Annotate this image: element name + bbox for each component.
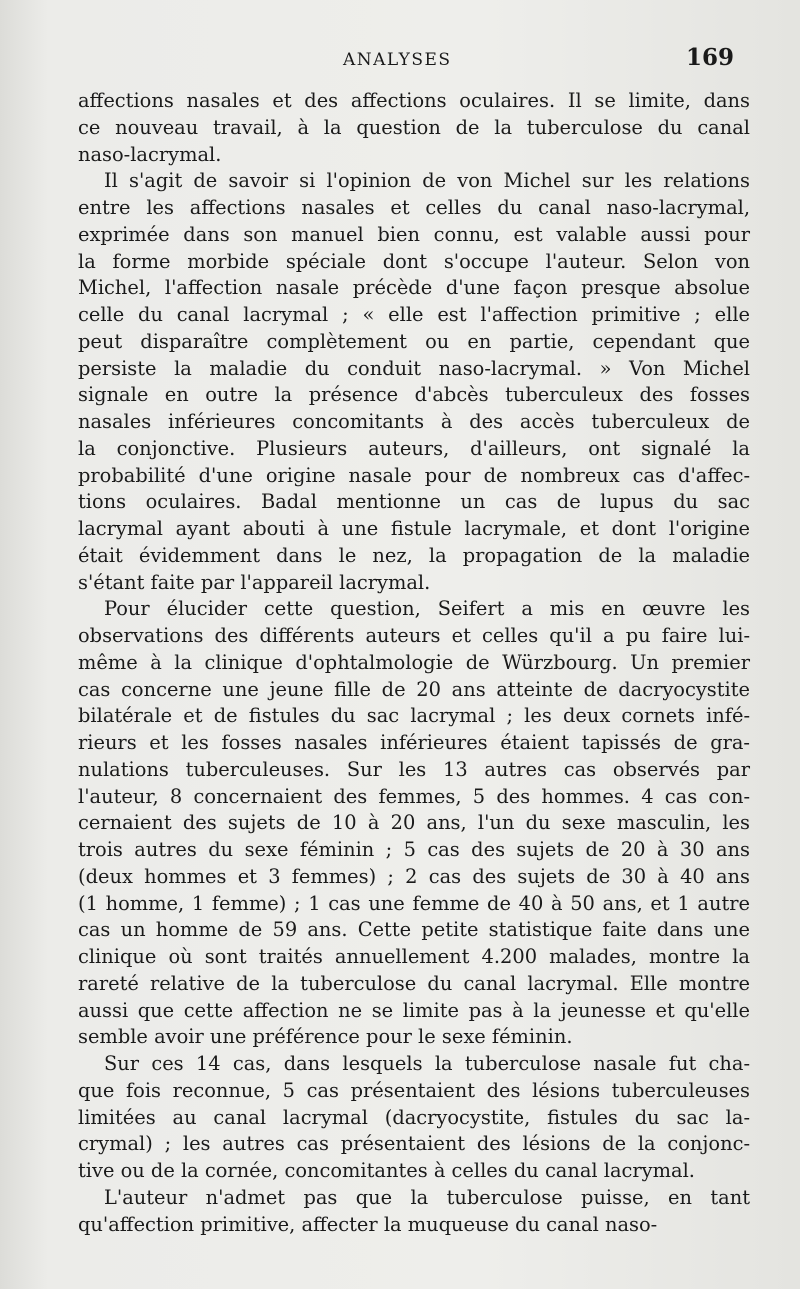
- text-line: affections nasales et des affections oculaires. Il se limite, dans: [78, 89, 750, 112]
- text-line: la forme morbide spéciale dont s'occupe l'auteur. Selon von: [78, 249, 750, 273]
- text-line: s'étant faite par l'appareil lacrymal.: [78, 570, 431, 594]
- text-line: persiste la maladie du conduit naso-lacrymal. » Von Michel: [78, 356, 750, 380]
- text-line: rareté relative de la tuberculose du canal lacrymal. Elle montre: [78, 971, 750, 995]
- text-line: clinique où sont traités annuellement 4.200 malades, montre la: [78, 945, 750, 968]
- text-line: observations des différents auteurs et celles qu'il a pu faire lui-: [78, 624, 750, 647]
- text-line: lacrymal ayant abouti à une fistule lacrymale, et dont l'origine: [78, 517, 750, 540]
- text-line: peut disparaître complètement ou en partie, cependant que: [78, 329, 750, 353]
- page-header: [0, 44, 800, 84]
- text-line: nasales inférieures concomitants à des accès tuberculeux de: [78, 410, 750, 433]
- paragraph: [78, 168, 750, 596]
- body-text: [78, 88, 750, 1238]
- text-line: tions oculaires. Badal mentionne un cas de lupus du sac: [78, 490, 750, 514]
- text-line: Pour élucider cette question, Seifert a mis en œuvre les: [104, 597, 750, 621]
- text-line: crymal) ; les autres cas présentaient des lésions de la conjonc-: [78, 1132, 750, 1156]
- text-line: probabilité d'une origine nasale pour de nombreux cas d'affec-: [78, 463, 750, 487]
- text-line: entre les affections nasales et celles du canal naso-lacrymal,: [78, 196, 750, 219]
- text-line: était évidemment dans le nez, la propagation de la maladie: [78, 543, 750, 567]
- text-line: qu'affection primitive, affecter la muqueuse du canal naso-: [78, 1212, 658, 1236]
- text-line: l'auteur, 8 concernaient des femmes, 5 des hommes. 4 cas con-: [78, 784, 750, 808]
- page-number: 169: [686, 44, 735, 71]
- text-line: la conjonctive. Plusieurs auteurs, d'ailleurs, ont signalé la: [78, 436, 750, 460]
- paragraph: [78, 88, 750, 168]
- text-line: rieurs et les fosses nasales inférieures étaient tapissés de gra-: [78, 731, 750, 754]
- text-line: tive ou de la cornée, concomitantes à celles du canal lacrymal.: [78, 1159, 695, 1182]
- running-head: ANALYSES: [343, 50, 452, 70]
- text-line: Il s'agit de savoir si l'opinion de von Michel sur les relations: [104, 169, 750, 193]
- text-line: cernaient des sujets de 10 à 20 ans, l'un du sexe masculin, les: [78, 811, 750, 835]
- text-line: Michel, l'affection nasale précède d'une façon presque absolue: [78, 276, 750, 300]
- text-line: exprimée dans son manuel bien connu, est valable aussi pour: [78, 222, 750, 246]
- paragraph: [78, 596, 750, 1051]
- text-line: trois autres du sexe féminin ; 5 cas des sujets de 20 à 30 ans: [78, 838, 750, 861]
- text-line: semble avoir une préférence pour le sexe féminin.: [78, 1025, 573, 1049]
- text-line: limitées au canal lacrymal (dacryocystite, fistules du sac la-: [78, 1105, 750, 1129]
- paragraph: [78, 1051, 750, 1185]
- text-line: signale en outre la présence d'abcès tuberculeux des fosses: [78, 383, 750, 407]
- text-line: Sur ces 14 cas, dans lesquels la tuberculose nasale fut cha-: [104, 1052, 750, 1075]
- text-line: cas concerne une jeune fille de 20 ans atteinte de dacryocystite: [78, 677, 750, 701]
- text-line: L'auteur n'admet pas que la tuberculose puisse, en tant: [104, 1185, 750, 1209]
- text-line: (1 homme, 1 femme) ; 1 cas une femme de 40 à 50 ans, et 1 autre: [78, 891, 750, 915]
- text-line: (deux hommes et 3 femmes) ; 2 cas des sujets de 30 à 40 ans: [78, 864, 750, 888]
- paragraph: [78, 1185, 750, 1239]
- text-line: même à la clinique d'ophtalmologie de Würzbourg. Un premier: [78, 650, 750, 674]
- text-line: que fois reconnue, 5 cas présentaient des lésions tuberculeuses: [78, 1078, 750, 1102]
- text-line: aussi que cette affection ne se limite pas à la jeunesse et qu'elle: [78, 998, 750, 1022]
- text-line: cas un homme de 59 ans. Cette petite statistique faite dans une: [78, 918, 750, 942]
- text-line: naso-lacrymal.: [78, 142, 222, 166]
- text-line: celle du canal lacrymal ; « elle est l'affection primitive ; elle: [78, 303, 750, 326]
- text-line: ce nouveau travail, à la question de la tuberculose du canal: [78, 115, 750, 139]
- text-line: bilatérale et de fistules du sac lacrymal ; les deux cornets infé-: [78, 704, 750, 728]
- text-line: nulations tuberculeuses. Sur les 13 autres cas observés par: [78, 757, 750, 781]
